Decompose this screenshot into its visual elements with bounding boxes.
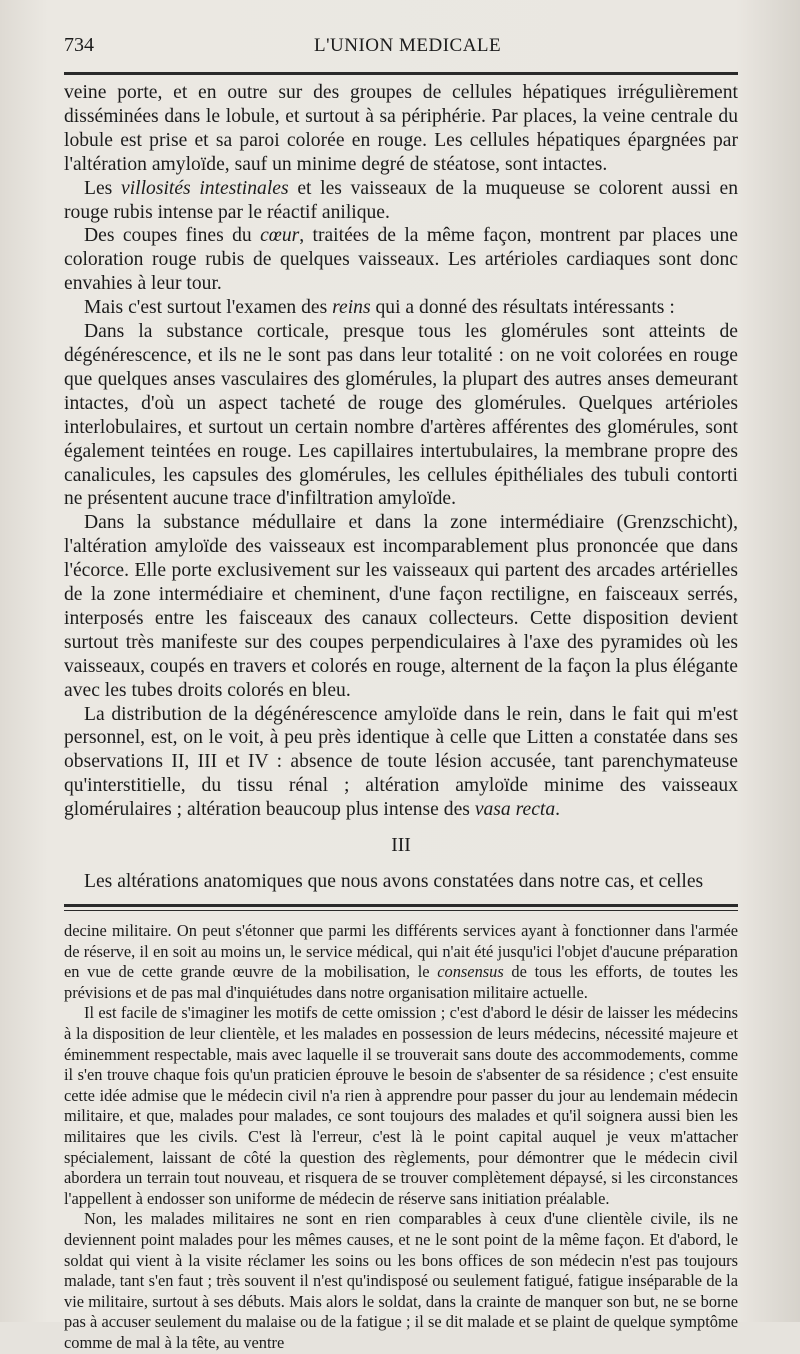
header-rule — [64, 72, 738, 75]
paragraph-text: et les vaisseaux de la muqueuse se colorent aussi en rouge rubis intense par le réactif anilique. — [64, 177, 738, 223]
paragraph-text: La distribution de la dégénérescence amyloïde dans le rein, dans le fait qui m'est personnel, est, on le voit, à peu près identique à celle que Litten a constatée dans ses observations II, III et IV : absence de toute lésion accusée, tant parenchymateuse qu'interstitielle, du tissu rénal ; altération amyloïde minime des vaisseaux glomérulaires ; altération beaucoup plus intense des — [64, 703, 738, 821]
footnote-text: de tous les efforts, de toutes les prévisions et de pas mal d'inquiétudes dans notre organisation militaire actuelle. — [64, 962, 739, 1002]
paragraph — [64, 81, 738, 177]
paragraph-text: Mais c'est surtout l'examen des — [84, 297, 333, 319]
page-header — [64, 34, 738, 68]
paragraph — [64, 703, 738, 823]
paragraph-text: Dans la substance corticale, presque tous les glomérules sont atteints de dégénérescence, et ils ne le sont pas dans leur totalité : on ne voit colorées en rouge que quelques anses vasculaires des glomérules, la plupart des autres anses demeurant intactes, d'où un aspect tacheté de rouge des glomérules. Quelques artérioles interlobulaires, et surtout un certain nombre d'artères afférentes des glomérules, sont également teintées en rouge. Les capillaires intertubulaires, la membrane propre des canalicules, les capsules des glomérules, les cellules épithéliales des tubuli contorti ne présentent aucune trace d'infiltration amyloïde. — [64, 321, 738, 510]
section-lead-line: Les altérations anatomiques que nous avons constatées dans notre cas, et celles — [84, 871, 704, 893]
footnote-text: Il est facile de s'imaginer les motifs de cette omission ; c'est d'abord le désir de laisser les médecins à la disposition de leur clientèle, et les malades en possession de leurs médecins, nécessité majeure et éminemment respectable, mais avec laquelle il se trouverait sans doute des accommodements, comme il s'en trouve chaque fois qu'un praticien éprouve le besoin de s'absenter de sa résidence ; c'est ensuite cette idée admise que le médecin civil n'a rien à apprendre pour passer du jour au lendemain médecin militaire, et que, malades pour malades, ce sont toujours des malades et qu'il soignera aussi bien les militaires que les civils. C'est là l'erreur, c'est là le point capital auquel je veux m'attacher spécialement, laissant de côté la question des règlements, pour démontrer que le médecin civil abordera un terrain tout nouveau, et risquera de se trouver complètement dépaysé, si les circonstances l'appellent à endosser son uniforme de médecin de réserve sans initiation préalable. — [64, 1003, 738, 1208]
paragraph — [64, 224, 738, 296]
paragraph-text: veine porte, et en outre sur des groupes de cellules hépatiques irrégulièrement disséminées dans le lobule, et surtout à sa périphérie. Par places, la veine centrale du lobule est prise et sa paroi colorée en rouge. Les cellules hépatiques épargnées par l'altération amyloïde, sauf un minime degré de stéatose, sont intactes. — [64, 82, 738, 175]
paragraph-text: Des coupes fines du — [84, 225, 261, 247]
paragraph-text: Dans la substance médullaire et dans la zone intermédiaire (Grenzschicht), l'altération amyloïde des vaisseaux est incomparablement plus prononcée que dans l'écorce. Elle porte exclusivement sur les vaisseaux qui partent des arcades artérielles de la zone intermédiaire et cheminent, d'une façon rectiligne, en faisceaux serrés, interposés entre les faisceaux des canaux collecteurs. Cette disposition devient surtout très manifeste sur des coupes perpendiculaires à l'axe des pyramides où les vaisseaux, coupés en travers et colorés en rouge, alternent de la façon la plus élégante avec les tubes droits colorés en bleu. — [64, 512, 738, 701]
footnote-separator — [64, 904, 738, 911]
paragraph — [64, 296, 738, 320]
footnote — [64, 921, 738, 1353]
running-head: L'UNION MEDICALE — [314, 35, 502, 56]
paragraph-text: qui a donné des résultats intéressants : — [370, 297, 675, 319]
paragraph — [64, 511, 738, 702]
paragraph — [64, 320, 738, 511]
section-number: III — [391, 835, 411, 857]
italic-term: cœur — [260, 225, 300, 247]
italic-term: vasa recta — [474, 799, 556, 821]
italic-term: reins — [332, 297, 371, 319]
main-text — [64, 81, 738, 822]
paragraph-text: . — [555, 799, 561, 821]
italic-term: villosités intestinales — [121, 177, 289, 199]
paragraph — [64, 177, 738, 225]
footnote-text: decine militaire. On peut s'étonner que parmi les différents services ayant à fonctionner dans l'armée de réserve, il en soit au moins un, le service médical, qui n'ait été jusqu'ici l'objet d'aucune préparation en vue de cette grande œuvre de la mobilisation, le — [64, 921, 738, 982]
footnote-paragraph — [64, 1209, 738, 1353]
footnote-paragraph — [64, 921, 738, 1003]
page-number: 734 — [64, 34, 94, 56]
paragraph-text: Les — [84, 177, 121, 199]
footnote-paragraph — [64, 1003, 738, 1209]
italic-term: consensus — [437, 962, 504, 982]
footnote-text: Non, les malades militaires ne sont en rien comparables à ceux d'une clientèle civile, ils ne deviennent point malades pour les mêmes causes, et ne le sont point de la même façon. Et d'abord, le soldat qui vient à la visite réclamer les soins ou les bons offices de son médecin n'est pas toujours malade, tant s'en faut ; très souvent il n'est qu'indisposé ou seulement fatigué, fatigue inséparable de la vie militaire, surtout à ses débuts. Mais alors le soldat, dans la crainte de manquer son but, ne se borne pas à accuser seulement du malaise ou de la fatigue ; il se dit malade et se plaint de quelque symptôme comme de mal à la tête, au ventre — [64, 1209, 738, 1352]
paragraph-text: , traitées de la même façon, montrent par places une coloration rouge rubis de quelques vaisseaux. Les artérioles cardiaques sont donc envahies à leur tour. — [64, 225, 739, 295]
